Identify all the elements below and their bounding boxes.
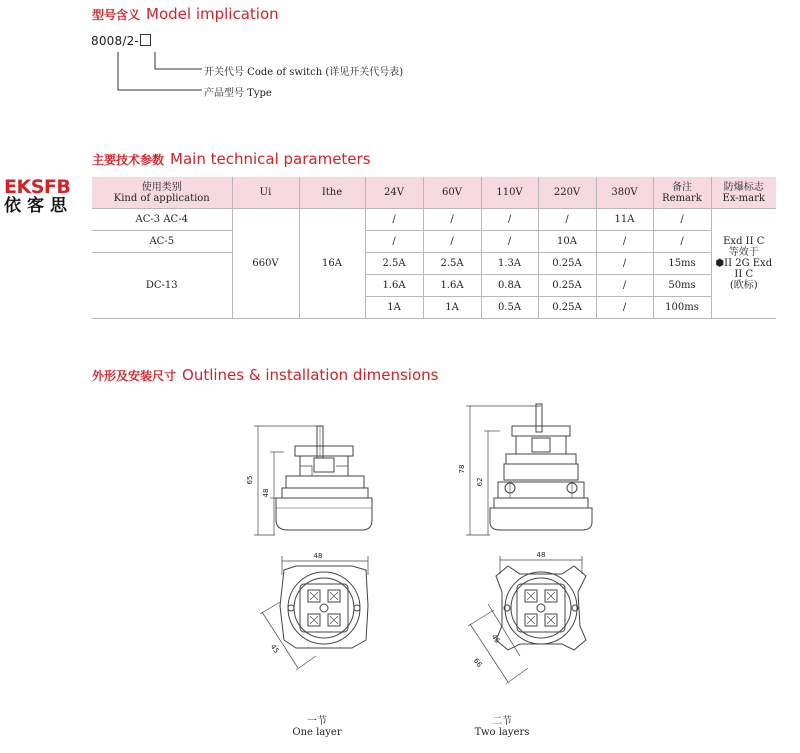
one-layer-top-view: [260, 552, 368, 670]
model-code-text: 8008/2-: [91, 34, 139, 48]
caption-two-cn: 二节: [492, 716, 512, 727]
brand-logo: [4, 178, 94, 214]
table-cell: 1.6A: [365, 275, 423, 297]
two-layers-side-view: [458, 404, 592, 535]
dim-one-height-body: 48: [262, 488, 270, 498]
table-cell: 0.5A: [481, 297, 538, 319]
table-cell: 100ms: [653, 297, 711, 319]
caption-two-layers: [474, 712, 530, 738]
table-cell: /: [423, 209, 481, 231]
dim-two-height-total: 78: [458, 464, 466, 474]
caption-one-en: One layer: [292, 727, 342, 738]
header-60v: 60V: [423, 177, 481, 209]
dim-two-width: 48: [536, 551, 546, 559]
cell-dc13: DC-13: [92, 253, 232, 319]
table-cell: 0.25A: [538, 275, 596, 297]
table-row: [92, 253, 776, 275]
table-cell: 50ms: [653, 275, 711, 297]
table-cell: 15ms: [653, 253, 711, 275]
type-annotation: 产品型号 Type: [204, 88, 272, 99]
tech-params-title: [92, 150, 371, 168]
outlines-title-en: Outlines & installation dimensions: [182, 366, 439, 384]
dim-one-height-total: 65: [246, 475, 254, 485]
table-cell: 10A: [538, 231, 596, 253]
ex-hexagon-icon: ⬢: [715, 258, 725, 269]
caption-two-en: Two layers: [474, 727, 530, 738]
model-title-en: Model implication: [146, 5, 279, 23]
dim-one-diag: 45: [268, 642, 281, 655]
table-cell: /: [653, 231, 711, 253]
dim-two-height-body: 62: [476, 477, 484, 487]
dim-two-diag-a: 45: [489, 632, 502, 645]
header-remark: 备注 Remark: [653, 177, 711, 209]
tech-title-en: Main technical parameters: [170, 150, 371, 168]
dim-two-diag-b: 66: [471, 656, 484, 669]
header-110v: 110V: [481, 177, 538, 209]
table-cell: /: [481, 209, 538, 231]
table-header-row: [92, 177, 776, 209]
outlines-title: [92, 366, 438, 384]
table-cell: 2.5A: [423, 253, 481, 275]
table-cell: 0.8A: [481, 275, 538, 297]
table-cell: /: [653, 209, 711, 231]
table-cell: 0.25A: [538, 253, 596, 275]
table-cell: 1A: [365, 297, 423, 319]
table-cell: /: [596, 297, 653, 319]
outline-drawings: [0, 390, 800, 753]
caption-one-layer: [292, 712, 342, 738]
table-cell: /: [596, 231, 653, 253]
table-cell: /: [365, 231, 423, 253]
brand-logo-cn: 依客思: [4, 196, 73, 216]
header-exmark: 防爆标志 Ex-mark: [711, 177, 776, 209]
table-cell: /: [423, 231, 481, 253]
outlines-title-cn: 外形及安装尺寸: [92, 369, 177, 383]
table-cell: /: [365, 209, 423, 231]
table-cell: /: [538, 209, 596, 231]
table-cell: 1.3A: [481, 253, 538, 275]
header-220v: 220V: [538, 177, 596, 209]
model-leader-lines: [0, 0, 800, 110]
caption-one-cn: 一节: [307, 716, 327, 727]
cell-ui: 660V: [232, 209, 299, 319]
table-cell: 0.25A: [538, 297, 596, 319]
table-row: [92, 209, 776, 231]
model-title-cn: 型号含义: [92, 8, 141, 22]
cell-exmark: Exd II C 等效于 ⬢II 2G Exd II C (欧标): [711, 209, 776, 319]
table-cell: 1.6A: [423, 275, 481, 297]
table-cell: /: [596, 275, 653, 297]
table-cell: 1A: [423, 297, 481, 319]
table-cell: 2.5A: [365, 253, 423, 275]
header-ui: Ui: [232, 177, 299, 209]
cell-ithe: 16A: [299, 209, 365, 319]
two-layers-top-view: [468, 551, 586, 684]
dim-one-width: 48: [313, 552, 323, 560]
table-cell: /: [481, 231, 538, 253]
one-layer-side-view: [246, 426, 372, 535]
table-cell: /: [596, 253, 653, 275]
tech-params-table: [92, 177, 776, 319]
brand-logo-en: EKSFB: [4, 176, 71, 198]
switch-code-annotation: 开关代号 Code of switch (详见开关代号表): [204, 67, 404, 78]
header-application: 使用类别 Kind of application: [92, 177, 232, 209]
table-row: [92, 231, 776, 253]
header-ithe: Ithe: [299, 177, 365, 209]
table-cell: 11A: [596, 209, 653, 231]
cell-ac3: AC-3 AC-4: [92, 209, 232, 231]
cell-ac5: AC-5: [92, 231, 232, 253]
tech-title-cn: 主要技术参数: [92, 153, 165, 167]
header-24v: 24V: [365, 177, 423, 209]
header-380v: 380V: [596, 177, 653, 209]
